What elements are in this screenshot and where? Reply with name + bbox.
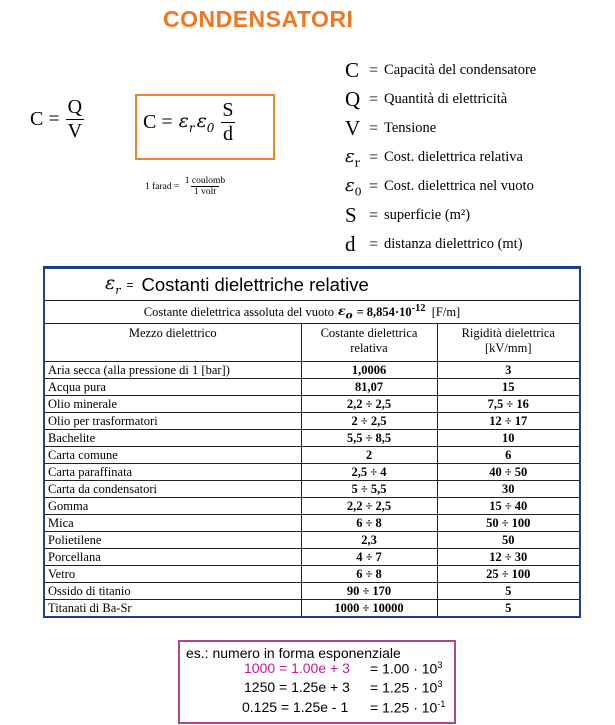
formula-lhs: C = bbox=[30, 108, 60, 130]
fraction bbox=[182, 176, 228, 197]
table-row bbox=[45, 583, 579, 600]
constant-cell: 81,07 bbox=[301, 379, 437, 396]
legend-symbol: d bbox=[345, 232, 356, 256]
example-line-rhs: = $1.25 \cdot 10^3$ bbox=[370, 679, 443, 696]
vacuum-value: = $8,854\cdot 10^{-12}$ bbox=[356, 303, 426, 320]
vacuum-constant-row bbox=[45, 301, 579, 324]
column-header: Costante dielettrica relativa bbox=[301, 324, 437, 362]
table-row bbox=[45, 549, 579, 566]
fraction bbox=[66, 96, 84, 143]
formula-lhs: C = bbox=[143, 111, 173, 133]
medium-cell: Acqua pura bbox=[45, 379, 301, 396]
rigidity-cell: 50 bbox=[437, 532, 579, 549]
table-title bbox=[45, 269, 579, 301]
example-line-rhs: = $1.25 \cdot 10^{-1}$ bbox=[370, 699, 446, 716]
legend-symbol: $\varepsilon_0$ bbox=[345, 174, 362, 199]
equals-sign: = bbox=[369, 177, 379, 195]
constant-cell: 6 ÷ 8 bbox=[301, 515, 437, 532]
medium-cell: Olio per trasformatori bbox=[45, 413, 301, 430]
table-row bbox=[45, 481, 579, 498]
rigidity-cell: 40 ÷ 50 bbox=[437, 464, 579, 481]
table-row bbox=[45, 600, 579, 617]
constant-cell: 2,5 ÷ 4 bbox=[301, 464, 437, 481]
rigidity-cell: 3 bbox=[437, 362, 579, 379]
medium-cell: Gomma bbox=[45, 498, 301, 515]
equals-sign: = bbox=[369, 235, 379, 253]
equals-sign: = bbox=[369, 148, 379, 166]
page-title: CONDENSATORI bbox=[163, 6, 354, 32]
rigidity-cell: 25 ÷ 100 bbox=[437, 566, 579, 583]
medium-cell: Ossido di titanio bbox=[45, 583, 301, 600]
constant-cell: 2 bbox=[301, 447, 437, 464]
legend-item bbox=[345, 85, 536, 114]
column-header: Mezzo dielettrico bbox=[45, 324, 301, 362]
medium-cell: Mica bbox=[45, 515, 301, 532]
table-row bbox=[45, 566, 579, 583]
rigidity-cell: 15 bbox=[437, 379, 579, 396]
constant-cell: 1,0006 bbox=[301, 362, 437, 379]
legend-symbol: V bbox=[345, 116, 361, 140]
rigidity-cell: 7,5 ÷ 16 bbox=[437, 396, 579, 413]
rigidity-cell: 10 bbox=[437, 430, 579, 447]
example-heading: es.: numero in forma esponenziale bbox=[186, 645, 401, 661]
fraction-numerator: S bbox=[222, 99, 234, 121]
legend-description: superficie (m²) bbox=[384, 207, 471, 223]
rigidity-cell: 30 bbox=[437, 481, 579, 498]
constant-cell: 4 ÷ 7 bbox=[301, 549, 437, 566]
rigidity-cell: 50 ÷ 100 bbox=[437, 515, 579, 532]
table-row bbox=[45, 464, 579, 481]
legend-item bbox=[345, 201, 536, 230]
equals-sign: = bbox=[369, 90, 379, 108]
medium-cell: Bachelite bbox=[45, 430, 301, 447]
legend-description: Quantità di elettricità bbox=[384, 91, 508, 107]
table-header-row bbox=[45, 324, 579, 362]
fraction-numerator: 1 coulomb bbox=[184, 176, 226, 186]
table-row bbox=[45, 413, 579, 430]
legend-description: Cost. dielettrica relativa bbox=[384, 149, 523, 165]
rigidity-cell: 5 bbox=[437, 600, 579, 617]
farad-lhs: 1 farad = bbox=[145, 181, 180, 192]
rigidity-cell: 5 bbox=[437, 583, 579, 600]
legend-item bbox=[345, 230, 536, 259]
legend-symbol: Q bbox=[345, 87, 361, 111]
fraction-denominator: d bbox=[222, 123, 233, 145]
dielectric-data bbox=[45, 324, 579, 616]
equals-sign: = bbox=[369, 206, 379, 224]
example-line-lhs: 0.125 = 1.25e - 1 bbox=[242, 699, 349, 715]
farad-definition bbox=[145, 176, 228, 197]
symbol-legend bbox=[345, 56, 536, 259]
constant-cell: 6 ÷ 8 bbox=[301, 566, 437, 583]
rigidity-cell: 15 ÷ 40 bbox=[437, 498, 579, 515]
fraction bbox=[220, 99, 235, 146]
vacuum-unit: [F/m] bbox=[431, 304, 461, 319]
medium-cell: Titanati di Ba-Sr bbox=[45, 600, 301, 617]
table-row bbox=[45, 498, 579, 515]
equals-sign: = bbox=[369, 61, 379, 79]
legend-description: distanza dielettrico (mt) bbox=[384, 236, 523, 252]
constant-cell: 2,3 bbox=[301, 532, 437, 549]
equals-sign: = bbox=[369, 119, 379, 137]
legend-description: Tensione bbox=[384, 120, 437, 136]
legend-symbol: C bbox=[345, 58, 360, 82]
column-header: Rigidità dielettrica [kV/mm] bbox=[437, 324, 579, 362]
example-line-lhs: 1250 = 1.25e + 3 bbox=[244, 679, 350, 695]
constant-cell: 2 ÷ 2,5 bbox=[301, 413, 437, 430]
medium-cell: Carta comune bbox=[45, 447, 301, 464]
legend-symbol: S bbox=[345, 203, 357, 227]
legend-symbol: $\varepsilon_r$ bbox=[345, 145, 360, 170]
constant-cell: 90 ÷ 170 bbox=[301, 583, 437, 600]
epsilon-r-symbol: $\varepsilon_r$ bbox=[178, 110, 195, 135]
constant-cell: 1000 ÷ 10000 bbox=[301, 600, 437, 617]
epsilon-r-symbol: $\varepsilon_r$ bbox=[105, 272, 121, 297]
legend-item bbox=[345, 56, 536, 85]
table-row bbox=[45, 379, 579, 396]
constant-cell: 5,5 ÷ 8,5 bbox=[301, 430, 437, 447]
fraction-numerator: Q bbox=[67, 96, 83, 118]
legend-item bbox=[345, 143, 536, 172]
medium-cell: Aria secca (alla pressione di 1 [bar]) bbox=[45, 362, 301, 379]
fraction-denominator: V bbox=[67, 120, 83, 142]
medium-cell: Vetro bbox=[45, 566, 301, 583]
constant-cell: 5 ÷ 5,5 bbox=[301, 481, 437, 498]
rigidity-cell: 12 ÷ 30 bbox=[437, 549, 579, 566]
example-line-lhs: 1000 = 1.00e + 3 bbox=[244, 660, 350, 676]
legend-description: Capacità del condensatore bbox=[384, 62, 537, 78]
table-row bbox=[45, 447, 579, 464]
medium-cell: Polietilene bbox=[45, 532, 301, 549]
constant-cell: 2,2 ÷ 2,5 bbox=[301, 498, 437, 515]
medium-cell: Carta paraffinata bbox=[45, 464, 301, 481]
rigidity-cell: 12 ÷ 17 bbox=[437, 413, 579, 430]
formula-capacitance-plate bbox=[143, 99, 236, 146]
dielectric-table bbox=[43, 266, 581, 618]
medium-cell: Carta da condensatori bbox=[45, 481, 301, 498]
example-line-rhs: = $1.00 \cdot 10^3$ bbox=[370, 660, 443, 677]
epsilon-0-symbol: $\varepsilon_0$ bbox=[196, 110, 215, 135]
medium-cell: Olio minerale bbox=[45, 396, 301, 413]
vacuum-label: Costante dielettrica assoluta del vuoto bbox=[143, 304, 334, 319]
table-row bbox=[45, 396, 579, 413]
table-row bbox=[45, 532, 579, 549]
constant-cell: 2,2 ÷ 2,5 bbox=[301, 396, 437, 413]
legend-description: Cost. dielettrica nel vuoto bbox=[384, 178, 534, 194]
legend-item bbox=[345, 114, 536, 143]
formula-capacitance-basic bbox=[30, 96, 84, 143]
table-row bbox=[45, 430, 579, 447]
medium-cell: Porcellana bbox=[45, 549, 301, 566]
equals-sign: = bbox=[126, 277, 134, 292]
legend-item bbox=[345, 172, 536, 201]
fraction-denominator: 1 volt bbox=[191, 186, 219, 197]
table-title-text: Costanti dielettriche relative bbox=[141, 273, 369, 295]
rigidity-cell: 6 bbox=[437, 447, 579, 464]
table-row bbox=[45, 362, 579, 379]
exponential-example-box bbox=[178, 640, 456, 724]
table-row bbox=[45, 515, 579, 532]
epsilon-0-symbol: $\varepsilon_o$ bbox=[338, 302, 353, 322]
